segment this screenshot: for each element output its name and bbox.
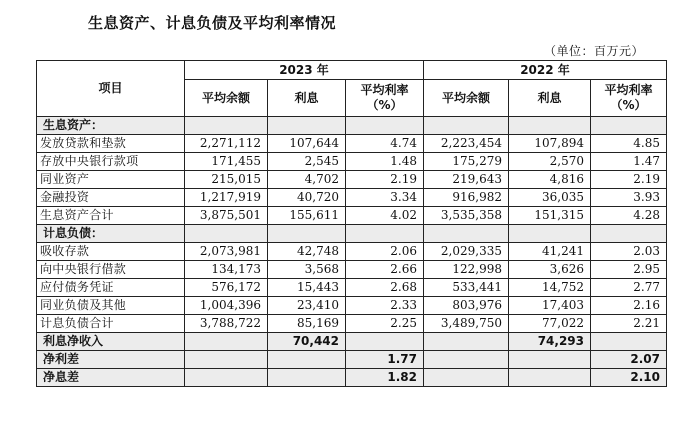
empty-cell (509, 225, 591, 243)
table-cell: 1.47 (591, 153, 667, 171)
table-cell: 3.34 (346, 189, 424, 207)
row-label: 同业资产 (37, 171, 185, 189)
header-avg-balance: 平均余额 (424, 80, 509, 117)
table-cell: 2,029,335 (424, 243, 509, 261)
table-cell: 17,403 (509, 297, 591, 315)
empty-cell (346, 225, 424, 243)
table-cell: 2,223,454 (424, 135, 509, 153)
table-cell: 4.02 (346, 207, 424, 225)
table-cell: 219,643 (424, 171, 509, 189)
unit-note: （单位：百万元） (543, 44, 644, 58)
row-label: 生息资产合计 (37, 207, 185, 225)
header-avg-balance: 平均余额 (185, 80, 268, 117)
table-cell: 803,976 (424, 297, 509, 315)
table-row (37, 315, 667, 333)
table-cell: 4.85 (591, 135, 667, 153)
table-row (37, 171, 667, 189)
table-row (37, 135, 667, 153)
empty-cell (509, 117, 591, 135)
table-row (37, 207, 667, 225)
table-cell: 2.16 (591, 297, 667, 315)
table-cell: 2.19 (591, 171, 667, 189)
table-cell: 107,644 (268, 135, 346, 153)
table-cell: 2.07 (591, 351, 667, 369)
table-cell: 41,241 (509, 243, 591, 261)
table-cell: 916,982 (424, 189, 509, 207)
table-cell: 3,568 (268, 261, 346, 279)
empty-cell (185, 117, 268, 135)
table-cell: 2.68 (346, 279, 424, 297)
table-cell: 107,894 (509, 135, 591, 153)
table-cell: 1,004,396 (185, 297, 268, 315)
header-interest: 利息 (509, 80, 591, 117)
table-cell: 122,998 (424, 261, 509, 279)
table-cell: 2.77 (591, 279, 667, 297)
row-label: 向中央银行借款 (37, 261, 185, 279)
table-cell: 3,626 (509, 261, 591, 279)
empty-cell (268, 117, 346, 135)
table-cell: 2,545 (268, 153, 346, 171)
table-cell: 151,315 (509, 207, 591, 225)
table-cell: 2,073,981 (185, 243, 268, 261)
row-label: 同业负债及其他 (37, 297, 185, 315)
header-year-2023: 2023 年 (185, 61, 424, 80)
table-cell: 4.28 (591, 207, 667, 225)
empty-cell (591, 225, 667, 243)
table-cell: 23,410 (268, 297, 346, 315)
table-row (37, 153, 667, 171)
page-title: 生息资产、计息负债及平均利率情况 (88, 14, 337, 32)
table-cell: 2.06 (346, 243, 424, 261)
table-cell: 171,455 (185, 153, 268, 171)
row-label: 金融投资 (37, 189, 185, 207)
table-cell (591, 333, 667, 351)
row-label: 净息差 (37, 369, 185, 387)
row-label: 利息净收入 (37, 333, 185, 351)
table-cell (268, 351, 346, 369)
row-label: 生息资产： (37, 117, 185, 135)
table-cell: 1.48 (346, 153, 424, 171)
interest-rate-table (36, 60, 667, 387)
table-cell: 42,748 (268, 243, 346, 261)
total-row (37, 333, 667, 351)
table-cell: 134,173 (185, 261, 268, 279)
table-row (37, 261, 667, 279)
table-cell: 2.21 (591, 315, 667, 333)
table-cell: 3.93 (591, 189, 667, 207)
table-cell (509, 351, 591, 369)
section-header (37, 117, 667, 135)
table-cell: 215,015 (185, 171, 268, 189)
empty-cell (591, 117, 667, 135)
header-avg-rate: 平均利率（%） (591, 80, 667, 117)
row-label: 发放贷款和垫款 (37, 135, 185, 153)
table-cell: 77,022 (509, 315, 591, 333)
table-cell: 1,217,919 (185, 189, 268, 207)
table-cell: 533,441 (424, 279, 509, 297)
table-cell: 1.82 (346, 369, 424, 387)
table-cell: 85,169 (268, 315, 346, 333)
row-label: 计息负债： (37, 225, 185, 243)
table-cell: 175,279 (424, 153, 509, 171)
table-cell: 2,271,112 (185, 135, 268, 153)
table-cell: 2.66 (346, 261, 424, 279)
table-row (37, 279, 667, 297)
empty-cell (424, 225, 509, 243)
table-row (37, 189, 667, 207)
table-cell: 36,035 (509, 189, 591, 207)
row-label: 计息负债合计 (37, 315, 185, 333)
table-cell (185, 369, 268, 387)
table-row (37, 243, 667, 261)
empty-cell (268, 225, 346, 243)
table-row (37, 297, 667, 315)
table-cell (424, 369, 509, 387)
section-header (37, 225, 667, 243)
table-cell: 70,442 (268, 333, 346, 351)
header-item: 项目 (37, 61, 185, 117)
row-label: 应付债务凭证 (37, 279, 185, 297)
table-cell: 15,443 (268, 279, 346, 297)
table-cell (346, 333, 424, 351)
total-row (37, 369, 667, 387)
table-cell (424, 351, 509, 369)
table-cell: 4,702 (268, 171, 346, 189)
table-cell (509, 369, 591, 387)
row-label: 吸收存款 (37, 243, 185, 261)
table-cell: 2.33 (346, 297, 424, 315)
table-cell: 2.95 (591, 261, 667, 279)
empty-cell (185, 225, 268, 243)
table-cell: 576,172 (185, 279, 268, 297)
row-label: 存放中央银行款项 (37, 153, 185, 171)
table-cell: 74,293 (509, 333, 591, 351)
table-cell: 4.74 (346, 135, 424, 153)
table-cell: 2.10 (591, 369, 667, 387)
row-label: 净利差 (37, 351, 185, 369)
header-avg-rate: 平均利率（%） (346, 80, 424, 117)
header-year-2022: 2022 年 (424, 61, 667, 80)
header-interest: 利息 (268, 80, 346, 117)
table-cell: 3,535,358 (424, 207, 509, 225)
table-cell: 4,816 (509, 171, 591, 189)
table-cell: 3,489,750 (424, 315, 509, 333)
empty-cell (424, 117, 509, 135)
table-cell: 40,720 (268, 189, 346, 207)
total-row (37, 351, 667, 369)
table-cell: 2.19 (346, 171, 424, 189)
table-cell: 3,788,722 (185, 315, 268, 333)
table-cell: 2,570 (509, 153, 591, 171)
table-cell: 2.25 (346, 315, 424, 333)
table-cell (185, 351, 268, 369)
table-cell (185, 333, 268, 351)
table-cell: 155,611 (268, 207, 346, 225)
table-cell: 14,752 (509, 279, 591, 297)
table-cell (424, 333, 509, 351)
table-cell: 2.03 (591, 243, 667, 261)
table-cell: 3,875,501 (185, 207, 268, 225)
table-cell (268, 369, 346, 387)
empty-cell (346, 117, 424, 135)
table-cell: 1.77 (346, 351, 424, 369)
